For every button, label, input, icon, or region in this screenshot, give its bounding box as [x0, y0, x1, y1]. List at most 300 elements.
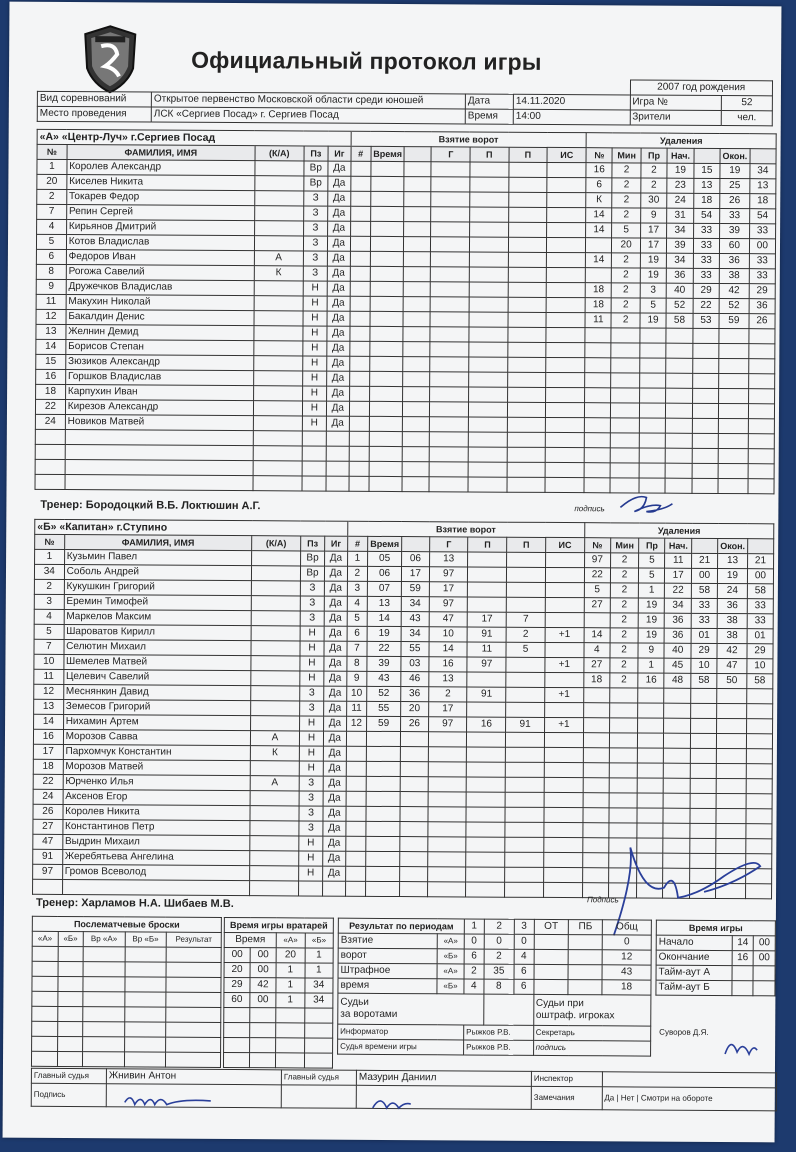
goal-gnum: [350, 176, 370, 191]
penalty-preason: 19: [640, 268, 666, 283]
goal-gis: [544, 852, 583, 867]
penalty-pend-m: 26: [720, 193, 750, 208]
player-name: Токарев Федор: [67, 190, 255, 206]
goal-gmin: [369, 416, 403, 431]
goal-gg: [428, 792, 467, 807]
goal-ga1: [468, 432, 507, 447]
penalty-pstart-s: [692, 463, 718, 478]
goal-gsec: 17: [401, 567, 429, 582]
goal-gmin: [369, 476, 403, 491]
penalty-pnum: 18: [585, 283, 611, 298]
goal-gis: [545, 642, 584, 657]
player-ig: Да: [326, 401, 349, 416]
gk-cell: 20: [276, 948, 305, 963]
penalty-pend-m: [719, 328, 749, 343]
ka-hdr: (К/А): [255, 146, 304, 161]
goal-ga1: [468, 417, 507, 432]
pim-a-total: 43: [602, 965, 651, 980]
player-pz: Н: [302, 416, 326, 431]
penalty-pnum: К: [586, 193, 612, 208]
goal-gg: 47: [429, 612, 468, 627]
goal-gsec: 03: [401, 657, 429, 672]
penalty-pend-m: [718, 418, 748, 433]
player-name: Константинов Петр: [63, 819, 251, 835]
player-ka: [250, 866, 299, 881]
player-pz: Н: [300, 671, 324, 686]
player-ka: [253, 401, 302, 416]
p3-hdr: 3: [514, 919, 534, 934]
goal-ga2: [508, 192, 547, 207]
player-ka: [253, 461, 302, 476]
gk-row: [224, 977, 333, 993]
gk-cell: 00: [224, 947, 250, 962]
period-results-table: [337, 918, 652, 1057]
penalty-pmin: [609, 793, 638, 808]
player-ig: Да: [324, 626, 347, 641]
goal-gmin: [370, 176, 404, 191]
goal-gnum: [346, 806, 367, 821]
penalty-pstart-m: 22: [665, 583, 692, 598]
penalty-pmin: [611, 373, 640, 388]
goal-gsec: [400, 792, 428, 807]
penalty-preason: [637, 793, 663, 808]
player-name: Горшков Владислав: [65, 370, 253, 386]
pim-label: Штрафное: [338, 963, 437, 979]
penalty-pstart-s: 58: [691, 673, 717, 688]
player-name: Юрченко Илья: [63, 774, 251, 790]
player-num: 16: [33, 729, 63, 744]
goal-gnum: [346, 761, 367, 776]
player-name: Зюзиков Александр: [66, 355, 254, 371]
player-ig: Да: [328, 161, 351, 176]
goal-gmin: [366, 776, 400, 791]
goal-ga1: 91: [468, 627, 507, 642]
goal-gmin: 59: [367, 716, 401, 731]
penalty-pmin: [611, 433, 640, 448]
player-pz: З: [300, 581, 324, 596]
player-num: [33, 879, 63, 894]
goal-gg: [427, 867, 466, 882]
player-num: 17: [33, 744, 63, 759]
penalty-preason: 17: [640, 238, 666, 253]
goal-gsec: [400, 807, 428, 822]
goal-gmin: [370, 266, 404, 281]
penalty-pnum: [584, 463, 610, 478]
penalty-pnum: 97: [584, 553, 610, 568]
penalty-preason: 3: [640, 283, 666, 298]
player-num: 26: [33, 804, 63, 819]
goal-gg: 97: [429, 597, 468, 612]
penalty-pnum: [585, 343, 611, 358]
penalty-pnum: [583, 688, 609, 703]
penalty-pend-m: [716, 733, 746, 748]
goal-gsec: [403, 387, 430, 402]
goal-gsec: [403, 402, 430, 417]
penalty-pmin: [611, 403, 640, 418]
pmin-hdr: Мин: [610, 538, 639, 553]
goal-ga2: [508, 207, 547, 222]
player-pz: [302, 476, 326, 491]
penalty-pstart-s: [690, 808, 716, 823]
goal-gsec: [403, 417, 430, 432]
goal-gg: 2: [428, 687, 467, 702]
penalty-pend-m: [717, 703, 747, 718]
goal-gmin: [366, 881, 400, 896]
player-ig: [326, 431, 349, 446]
remarks-no[interactable]: Нет: [620, 1093, 635, 1103]
penalty-pstart-s: 58: [691, 583, 717, 598]
p1-hdr: 1: [464, 919, 484, 934]
penalty-pnum: 6: [586, 178, 612, 193]
goal-ga2: [508, 267, 547, 282]
gtime2-hdr: [404, 147, 431, 162]
penalty-pend-m: 19: [717, 568, 747, 583]
penalty-pmin: 2: [610, 553, 639, 568]
player-ka: [254, 281, 303, 296]
goal-ga2: [507, 582, 546, 597]
goal-ga2: [506, 657, 545, 672]
penalty-pnum: 22: [584, 568, 610, 583]
player-num: 1: [35, 549, 65, 564]
goal-gsec: [403, 447, 430, 462]
player-num: 27: [33, 819, 63, 834]
penalty-pstart-m: [666, 343, 693, 358]
goal-ga2: [507, 327, 546, 342]
goal-ga1: [469, 297, 508, 312]
player-ig: [326, 476, 349, 491]
so-a: «А»: [32, 931, 58, 946]
penalty-pstart-m: [664, 733, 691, 748]
penalty-pstart-m: 34: [667, 223, 694, 238]
player-ka: [250, 821, 299, 836]
player-ka: [252, 566, 301, 581]
player-ka: [253, 356, 302, 371]
teamA-table: [34, 129, 776, 495]
player-ig: Да: [323, 866, 346, 881]
penalty-preason: 9: [641, 208, 667, 223]
team-header: «Б» «Капитан» г.Ступино: [35, 519, 348, 536]
goal-gnum: [346, 746, 367, 761]
penalty-pend-m: 33: [720, 208, 750, 223]
player-ig: Да: [324, 641, 347, 656]
goal-gsec: [403, 327, 430, 342]
penalty-pmin: 2: [612, 163, 641, 178]
goal-gis: [545, 612, 584, 627]
pim-label-2: время: [338, 978, 437, 994]
player-ig: Да: [327, 356, 350, 371]
goal-ga1: [469, 327, 508, 342]
goal-gnum: [349, 401, 369, 416]
goal-ga1: [466, 807, 505, 822]
num-hdr: №: [37, 144, 67, 159]
player-ig: Да: [327, 236, 350, 251]
player-pz: Н: [299, 731, 323, 746]
goal-gg: [430, 417, 469, 432]
team-header: «А» «Центр-Луч» г.Сергиев Посад: [37, 129, 351, 146]
goal-gsec: 43: [401, 612, 429, 627]
player-num: 91: [33, 849, 63, 864]
player-pz: Н: [302, 341, 326, 356]
player-name: Королев Никита: [63, 804, 251, 820]
player-name: Соболь Андрей: [64, 564, 252, 580]
goal-gnum: [350, 251, 370, 266]
p2-hdr: 2: [484, 919, 514, 934]
goal-gis: [545, 582, 584, 597]
penalty-pend-s: [746, 794, 772, 809]
player-num: 24: [33, 789, 63, 804]
player-ka: [251, 716, 300, 731]
goals-title: Взятие ворот: [351, 131, 587, 147]
chief-sign-label: Подпись: [31, 1083, 106, 1106]
goal-gmin: [366, 761, 400, 776]
gk-cell: 1: [276, 963, 305, 978]
goal-gmin: [369, 461, 403, 476]
player-name: Целевич Савелий: [63, 669, 251, 685]
penalty-pmin: 5: [612, 223, 641, 238]
pmin-hdr: Мин: [612, 148, 641, 163]
player-name: Селютин Михаил: [64, 639, 252, 655]
penalty-pstart-m: [664, 763, 691, 778]
penalty-pend-s: [749, 344, 775, 359]
goal-ga1: [468, 387, 507, 402]
goal-gmin: [370, 236, 404, 251]
penalty-pmin: 2: [610, 598, 639, 613]
player-pz: [302, 446, 326, 461]
gk-a-hdr: «А»: [276, 933, 305, 948]
player-num: 4: [37, 219, 67, 234]
goal-gsec: 20: [401, 702, 429, 717]
goal-gis: [546, 282, 585, 297]
penalty-pstart-m: 36: [665, 613, 692, 628]
penalty-pstart-m: [664, 688, 691, 703]
player-pz: [302, 431, 326, 446]
penalty-pstart-s: [690, 748, 716, 763]
penalty-preason: 1: [638, 658, 664, 673]
player-pz: Н: [299, 746, 323, 761]
gk-time-hdr: Время: [224, 932, 276, 947]
goal-gis: [544, 867, 583, 882]
penalty-preason: 5: [639, 568, 665, 583]
gg-hdr: Г: [431, 147, 470, 162]
goal-ga1: [469, 252, 508, 267]
goal-gg: [431, 207, 470, 222]
penalty-pstart-s: [692, 373, 718, 388]
penalty-pend-m: 42: [719, 283, 749, 298]
goal-gg: 17: [428, 702, 467, 717]
player-name: Репин Сергей: [66, 205, 254, 221]
goal-ga1: [468, 552, 507, 567]
goal-ga1: [470, 222, 509, 237]
gk-cell: 34: [304, 993, 333, 1008]
goal-ga1: [467, 747, 506, 762]
goal-gnum: 7: [347, 641, 368, 656]
penalty-pmin: [611, 448, 640, 463]
goal-gmin: [366, 866, 400, 881]
penalty-pnum: [583, 793, 609, 808]
penalty-pstart-m: [666, 388, 693, 403]
goal-gis: [545, 447, 584, 462]
see-back: Смотри на обороте: [640, 1093, 713, 1103]
secretary-signature-icon: [721, 1034, 761, 1060]
goal-gmin: 43: [367, 671, 401, 686]
penalty-preason: 19: [638, 628, 664, 643]
player-pz: З: [303, 221, 327, 236]
goal-gg: [428, 807, 467, 822]
goal-ga1: [470, 177, 509, 192]
goal-ga2: [508, 177, 547, 192]
penalty-pnum: [583, 733, 609, 748]
goal-gis: [546, 297, 585, 312]
player-name: [62, 879, 250, 895]
player-pz: Вр: [304, 161, 328, 176]
goal-gg: [430, 402, 469, 417]
penalty-pend-m: [718, 403, 748, 418]
goal-ga1: [467, 702, 506, 717]
player-name: Федоров Иван: [66, 250, 254, 266]
goal-gsec: [404, 252, 431, 267]
player-pz: Н: [300, 626, 324, 641]
goal-gmin: [366, 821, 400, 836]
player-name: Кирьянов Дмитрий: [66, 220, 254, 236]
goal-gis: +1: [545, 657, 584, 672]
player-num: 11: [36, 294, 66, 309]
goal-gis: [546, 402, 585, 417]
penalty-pnum: [584, 613, 610, 628]
player-pz: [298, 881, 322, 896]
player-num: 3: [34, 594, 64, 609]
goals-a-total: 0: [602, 935, 651, 950]
penalty-pend-m: 24: [717, 583, 747, 598]
row-b-pim: «Б»: [437, 979, 464, 994]
player-ka: [253, 446, 302, 461]
player-ig: Да: [327, 266, 350, 281]
goal-gnum: [350, 281, 370, 296]
penalty-pstart-s: 18: [694, 193, 720, 208]
gk-cell: 00: [250, 963, 276, 978]
player-ig: Да: [323, 746, 346, 761]
penalties-title: Удаления: [584, 523, 773, 539]
penalty-pend-s: [746, 734, 772, 749]
goal-ga1: [469, 312, 508, 327]
goal-gnum: [349, 416, 369, 431]
goal-gnum: [349, 461, 369, 476]
penalty-pnum: 11: [585, 313, 611, 328]
goal-gg: [431, 222, 470, 237]
player-ka: [253, 386, 302, 401]
player-ig: Да: [324, 701, 347, 716]
penalty-pstart-s: [693, 358, 719, 373]
penalty-pstart-m: [663, 793, 690, 808]
player-ig: Да: [327, 341, 350, 356]
goal-gis: [545, 597, 584, 612]
goal-judges-label: Судьи за воротами: [338, 993, 484, 1025]
goal-gnum: [349, 476, 369, 491]
goal-gis: [547, 252, 586, 267]
goal-ga1: 91: [467, 687, 506, 702]
penalty-pend-s: 26: [749, 314, 775, 329]
player-ka: К: [254, 266, 303, 281]
penalty-pmin: [609, 808, 638, 823]
player-ka: [251, 641, 300, 656]
gk-cell: 60: [224, 992, 250, 1007]
goal-ga2: [507, 402, 546, 417]
venue-label: Место проведения: [37, 106, 151, 122]
goal-gnum: [350, 296, 370, 311]
player-num: 8: [36, 264, 66, 279]
protocol-sheet: [3, 2, 782, 1143]
player-num: 13: [36, 324, 66, 339]
penalty-pnum: [585, 328, 611, 343]
penalty-pend-s: 33: [749, 269, 775, 284]
player-name: Аксенов Егор: [63, 789, 251, 805]
penalty-pend-s: 01: [747, 629, 773, 644]
age-group: 2007 год рождения: [630, 80, 773, 96]
penalty-preason: 17: [640, 223, 666, 238]
goal-gmin: [366, 791, 400, 806]
player-pz: Н: [303, 281, 327, 296]
timekeeper-label: Судья времени игры: [338, 1039, 464, 1055]
player-pz: З: [300, 686, 324, 701]
penalty-pend-m: [716, 763, 746, 778]
goal-gis: [547, 222, 586, 237]
penalty-pmin: 2: [612, 253, 641, 268]
goal-gnum: [350, 191, 370, 206]
goal-gg: [427, 852, 466, 867]
goal-gsec: [400, 867, 428, 882]
penalty-preason: [639, 388, 665, 403]
penalty-pstart-s: [692, 448, 718, 463]
goal-gmin: [371, 161, 405, 176]
goal-ga2: 7: [506, 612, 545, 627]
goal-gg: [431, 177, 470, 192]
goal-gmin: 05: [368, 551, 402, 566]
penalty-pend-m: 38: [717, 613, 747, 628]
penalty-pmin: [609, 778, 638, 793]
penalty-pend-s: [746, 719, 772, 734]
goal-gsec: [399, 882, 427, 897]
spectators-value: чел.: [721, 111, 772, 126]
penalty-preason: [639, 463, 665, 478]
penalty-preason: [638, 748, 664, 763]
goal-gnum: 11: [346, 701, 367, 716]
player-ig: Да: [327, 371, 350, 386]
player-ka: [251, 656, 300, 671]
goal-gg: [430, 342, 469, 357]
penalty-pend-s: [748, 479, 774, 494]
secretary-sign-label: подпись: [533, 1040, 651, 1056]
goal-gnum: [346, 776, 367, 791]
gis-hdr: ИС: [546, 537, 585, 552]
goals-b-p1: 6: [464, 949, 484, 964]
so-b: «Б»: [58, 931, 84, 946]
pim-a-p1: 2: [464, 964, 484, 979]
remarks-yes[interactable]: Да: [604, 1093, 615, 1103]
penalty-pend-m: [716, 808, 746, 823]
penalty-pend-s: [746, 779, 772, 794]
goal-gg: [430, 327, 469, 342]
player-pz: З: [300, 596, 324, 611]
goal-gis: [544, 777, 583, 792]
penalty-pmin: 2: [610, 643, 639, 658]
gk-b-hdr: «Б»: [305, 933, 334, 948]
player-ig: Да: [323, 761, 346, 776]
penalty-preason: 19: [640, 313, 666, 328]
penalty-pstart-m: [665, 448, 692, 463]
goal-gmin: [369, 356, 403, 371]
row-b: «Б»: [437, 949, 464, 964]
goal-gmin: 22: [367, 641, 401, 656]
player-ka: К: [251, 746, 300, 761]
